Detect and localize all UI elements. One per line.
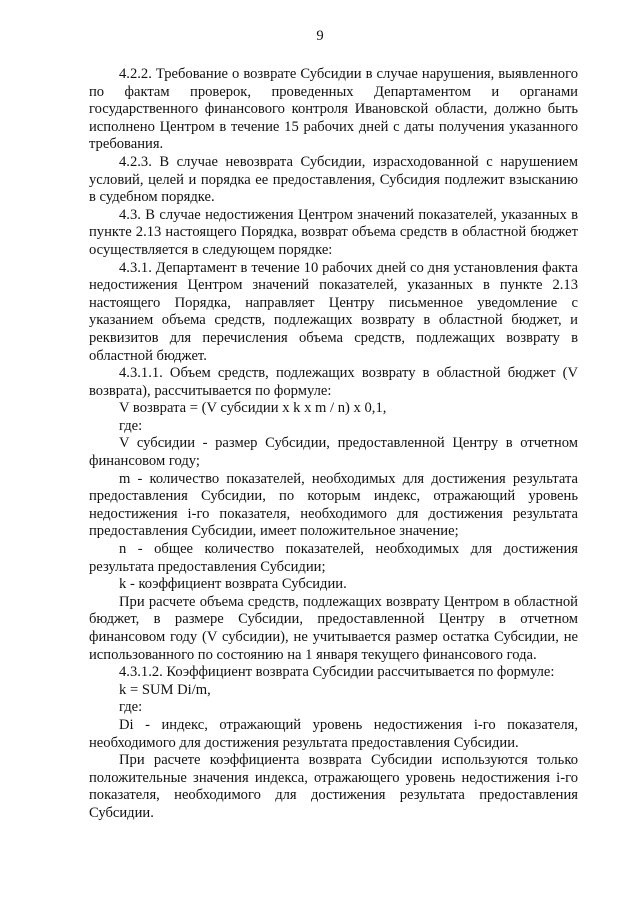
where-label: где: — [119, 417, 143, 434]
paragraph-4-2-2: 4.2.2. Требование о возврате Субсидии в случае нарушения, выявленного по фактам проверок, проведенных Департаментом и органами государственного финансового контроля Ивановской области, должно быть исполнено Центром в течение 15 рабочих дней с даты получения указанного требования. — [89, 66, 578, 153]
paragraph-positive-values-note: При расчете коэффициента возврата Субсидии используются только положительные значения индекса, отражающего уровень недостижения i-го показателя, необходимого для достижения результата предоставления Субсидии. — [89, 752, 578, 821]
definition-n: n - общее количество показателей, необходимых для достижения результата предоставления Субсидии; — [89, 541, 578, 575]
definition-k: k - коэффициент возврата Субсидии. — [119, 576, 347, 593]
formula-v-return: V возврата = (V субсидии x k x m / n) x 0,1, — [119, 400, 387, 417]
where-label-2: где: — [119, 699, 143, 716]
definition-m: m - количество показателей, необходимых для достижения результата предоставления Субсидии, по которым индекс, отражающий уровень недостижения i-го показателя, необходимого для достижения результата предоставления Субсидии, имеет положительное значение; — [89, 470, 578, 540]
definition-di: Di - индекс, отражающий уровень недостижения i-го показателя, необходимого для достижения результата предоставления Субсидии. — [89, 716, 578, 751]
paragraph-4-3-1-2: 4.3.1.2. Коэффициент возврата Субсидии рассчитывается по формуле: — [119, 664, 555, 681]
document-body — [89, 66, 578, 823]
paragraph-4-2-3: 4.2.3. В случае невозврата Субсидии, израсходованной с нарушением условий, целей и порядка ее предоставления, Субсидия подлежит взысканию в судебном порядке. — [89, 153, 578, 206]
paragraph-4-3: 4.3. В случае недостижения Центром значений показателей, указанных в пункте 2.13 настоящего Порядка, возврат объема средств в областной бюджет осуществляется в следующем порядке: — [89, 206, 578, 258]
paragraph-4-3-1-1: 4.3.1.1. Объем средств, подлежащих возврату в областной бюджет (V возврата), рассчитывается по формуле: — [89, 365, 578, 399]
paragraph-calculation-note: При расчете объема средств, подлежащих возврату Центром в областной бюджет, в размере Субсидии, предоставленной Центру в отчетном финансовом году (V субсидии), не учитывается размер остатка Субсидии, не использованного по состоянию на 1 января текущего финансового года. — [89, 593, 578, 663]
formula-k: k = SUM Di/m, — [119, 681, 211, 698]
paragraph-4-3-1: 4.3.1. Департамент в течение 10 рабочих дней со дня установления факта недостижения Центром значений показателей, указанных в пункте 2.13 настоящего Порядка, направляет Центру письменное уведомление с указанием объема средств, подлежащих возврату в областной бюджет, и реквизитов для перечисления объема средств, подлежащих возврату в областной бюджет. — [89, 259, 578, 364]
definition-v-subsidy: V субсидии - размер Субсидии, предоставленной Центру в отчетном финансовом году; — [89, 435, 578, 470]
page-number: 9 — [316, 28, 324, 44]
